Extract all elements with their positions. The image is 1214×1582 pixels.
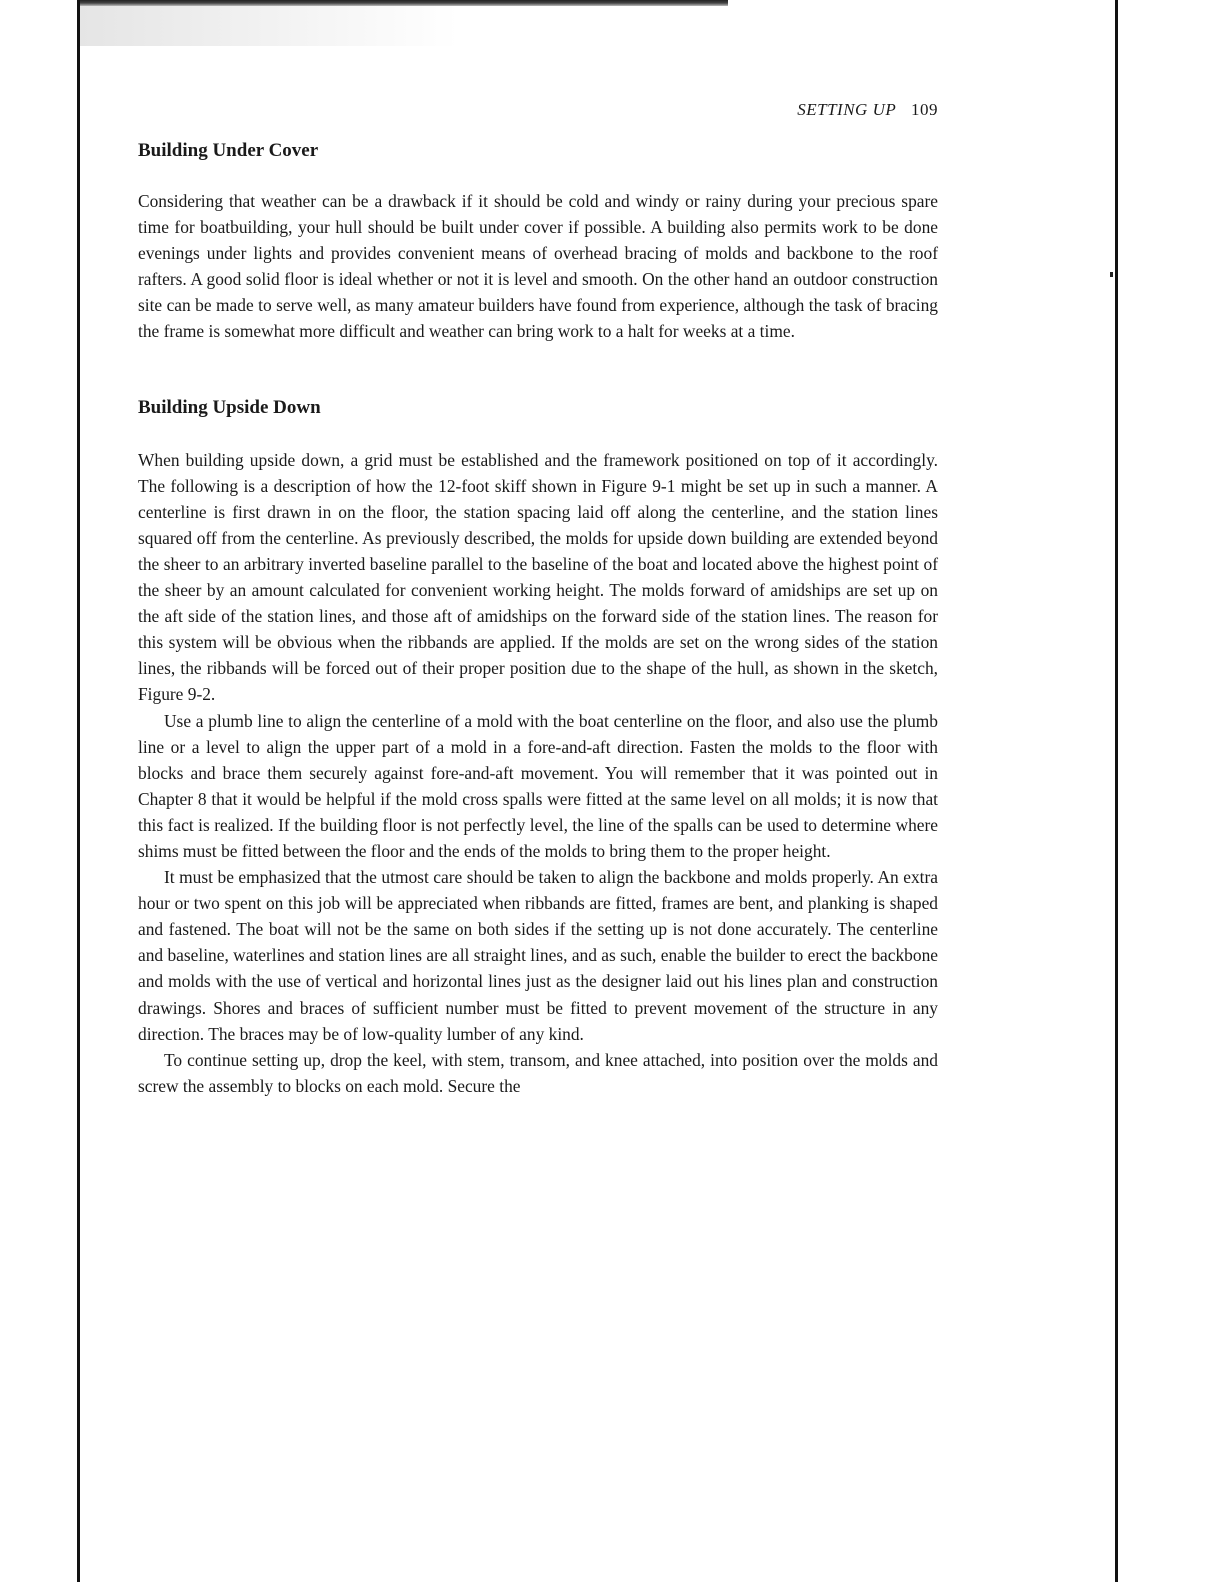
section-heading-upside-down: Building Upside Down xyxy=(138,396,321,418)
running-head xyxy=(138,100,938,120)
page-number: 109 xyxy=(911,100,938,119)
scan-speck xyxy=(1110,272,1113,277)
paragraph: To continue setting up, drop the keel, with stem, transom, and knee attached, into position over the molds and screw the assembly to blocks on each mold. Secure the xyxy=(138,1049,938,1096)
paragraph: When building upside down, a grid must be established and the framework positioned on top of it accordingly. The following is a description of how the 12-foot skiff shown in Figure 9-1 might be set up in such a manner. A centerline is first drawn in on the floor, the station spacing laid off along the centerline, and the station lines squared off from the centerline. As previously described, the molds for upside down building are extended beyond the sheer to an arbitrary inverted baseline parallel to the baseline of the boat and located above the highest point of the sheer by an amount calculated for convenient working height. The molds forward of amidships are set up on the aft side of the station lines, and those aft of amidships on the forward side of the station lines. The reason for this system will be obvious when the ribbands are applied. If the molds are set on the wrong sides of the station lines, the ribbands will be forced out of their proper position due to the shape of the hull, as shown in the sketch, Figure 9-2. xyxy=(138,449,938,705)
scan-left-edge xyxy=(77,0,80,1582)
running-head-title: SETTING UP xyxy=(797,100,897,119)
book-page xyxy=(138,100,938,1099)
section-heading-under-cover: Building Under Cover xyxy=(138,140,319,161)
paragraph: Use a plumb line to align the centerline of a mold with the boat centerline on the floor, and also use the plumb line or a level to align the upper part of a mold in a fore-and-aft direction. Fasten the molds to the floor with blocks and brace them securely against fore-and-aft movement. You will remember that it was pointed out in Chapter 8 that it would be helpful if the mold cross spalls were fitted at the same level on all molds; it is now that this fact is realized. If the building floor is not perfectly level, the line of the spalls can be used to determine where shims must be fitted between the floor and the ends of the molds to bring them to the proper height. xyxy=(138,710,938,861)
scan-shadow xyxy=(78,6,458,46)
paragraph: Considering that weather can be a drawback if it should be cold and windy or rainy during your precious spare time for boatbuilding, your hull should be built under cover if possible. A building also permits work to be done evenings under lights and provides convenient means of overhead bracing of molds and backbone to the roof rafters. A good solid floor is ideal whether or not it is level and smooth. On the other hand an outdoor construction site can be made to serve well, as many amateur builders have found from experience, although the task of bracing the frame is somewhat more difficult and weather can bring work to a halt for weeks at a time. xyxy=(138,191,938,342)
scan-right-edge xyxy=(1115,0,1118,1582)
paragraph: It must be emphasized that the utmost care should be taken to align the backbone and molds properly. An extra hour or two spent on this job will be appreciated when ribbands are fitted, frames are bent, and planking is shaped and fastened. The boat will not be the same on both sides if the setting up is not done accurately. The centerline and baseline, waterlines and station lines are all straight lines, and as such, enable the builder to erect the backbone and molds with the use of vertical and horizontal lines just as the designer laid out his lines plan and construction drawings. Shores and braces of sufficient number must be fitted to prevent movement of the structure in any direction. The braces may be of low-quality lumber of any kind. xyxy=(138,867,938,1044)
